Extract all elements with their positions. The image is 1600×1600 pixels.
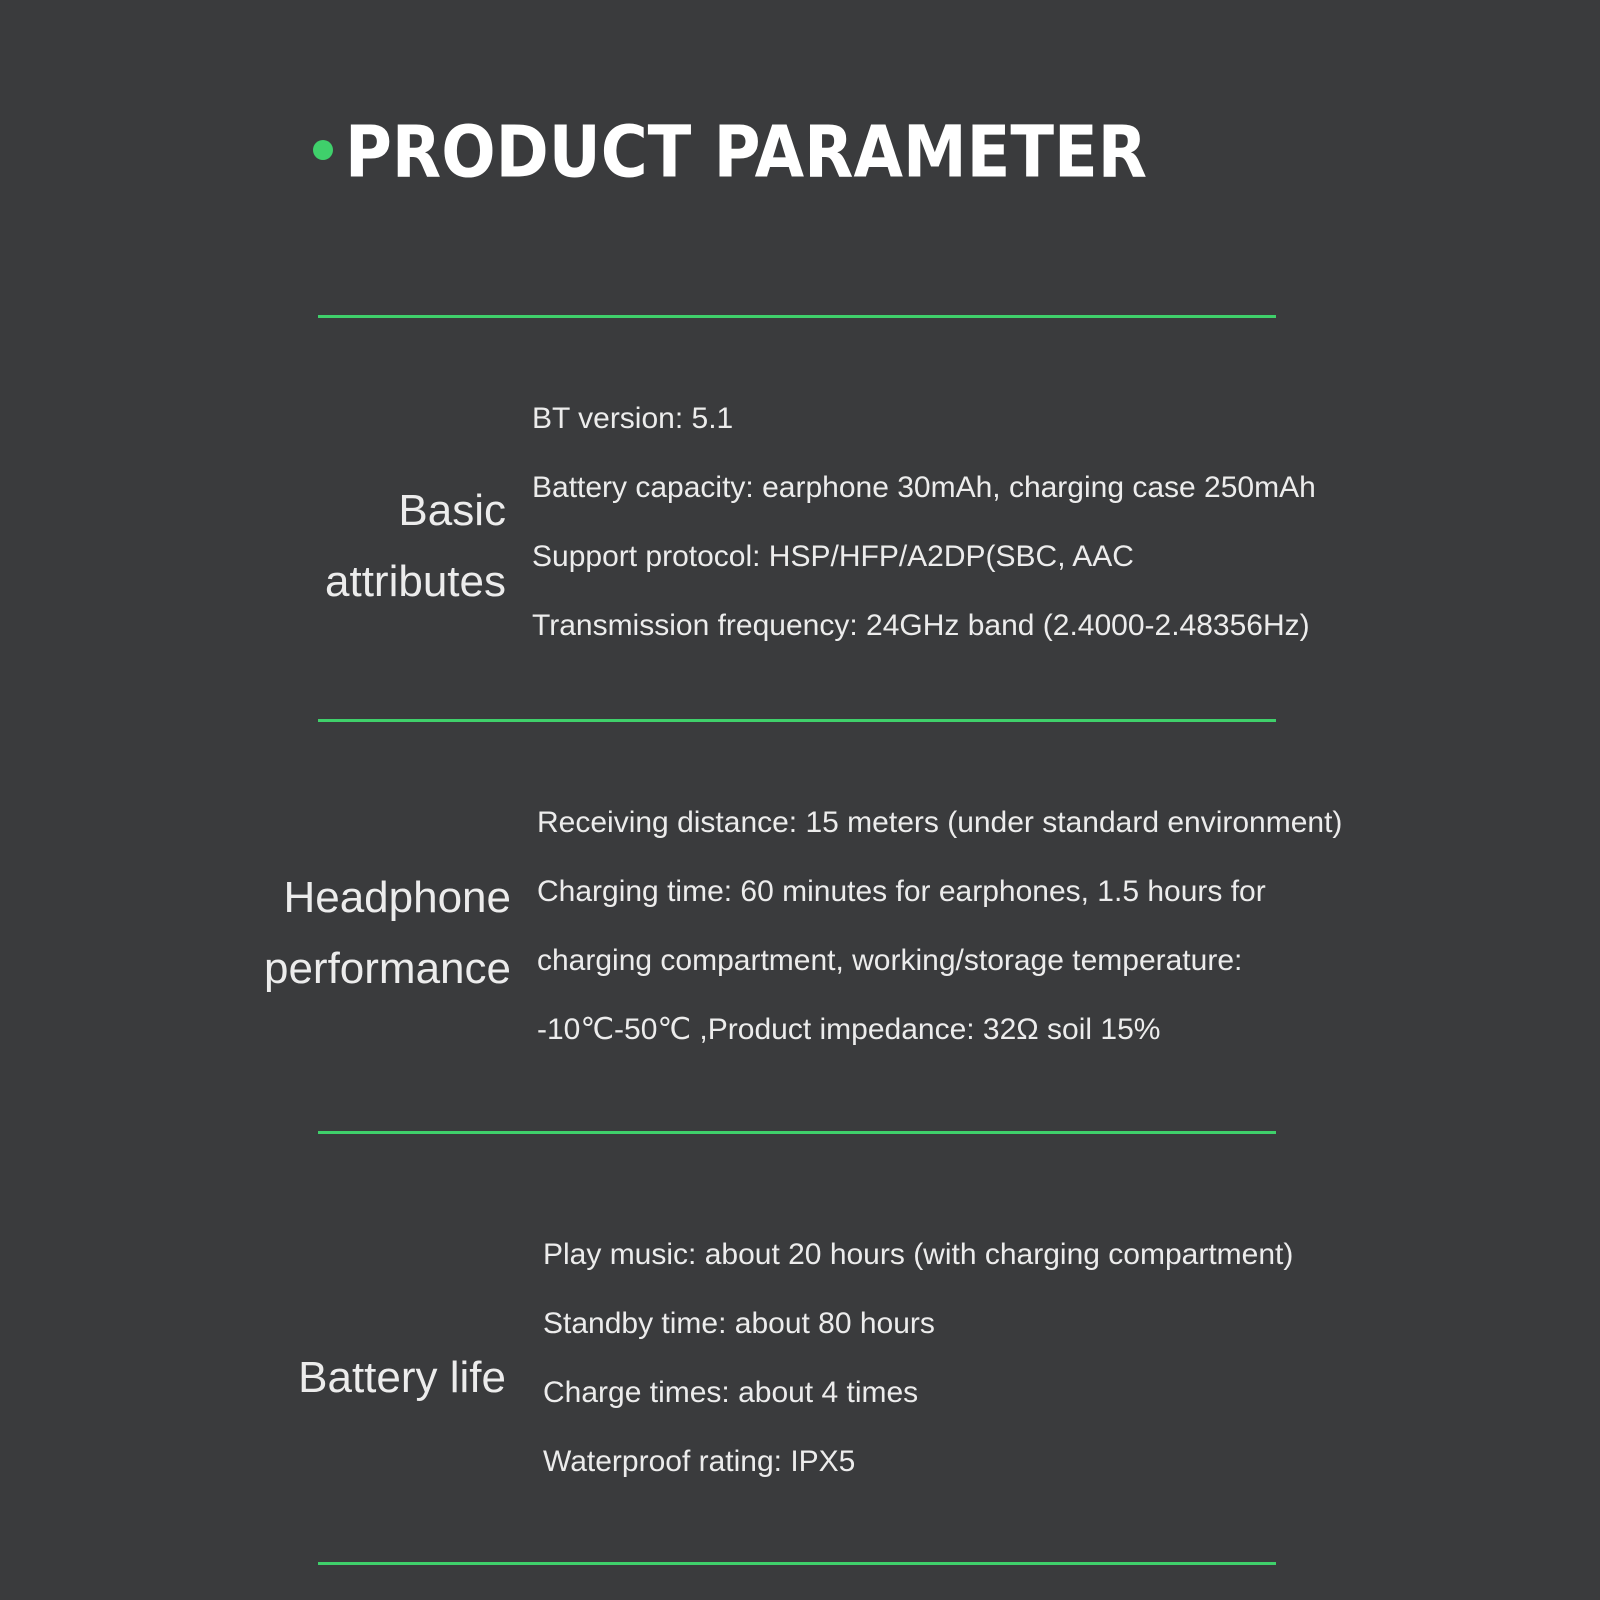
- section-label: [264, 862, 511, 1004]
- section-label-line-2: performance: [263, 944, 511, 993]
- attribute-line: Transmission frequency: 24GHz band (2.4000-2.48356Hz): [532, 609, 1310, 642]
- divider-2: [318, 1131, 1276, 1134]
- battery-line: Charge times: about 4 times: [543, 1376, 919, 1409]
- performance-line: Charging time: 60 minutes for earphones, 1.5 hours for: [537, 875, 1266, 908]
- section-label: [325, 475, 506, 617]
- section-label-line-1: Basic: [398, 486, 506, 535]
- divider-bottom: [318, 1562, 1276, 1565]
- battery-line: Standby time: about 80 hours: [543, 1307, 935, 1340]
- bullet-dot-icon: [313, 140, 333, 160]
- page-title: PRODUCT PARAMETER: [345, 111, 1148, 195]
- divider-1: [318, 719, 1276, 722]
- battery-line: Play music: about 20 hours (with charging compartment): [543, 1238, 1294, 1271]
- battery-line: Waterproof rating: IPX5: [543, 1445, 856, 1478]
- performance-line: charging compartment, working/storage temperature:: [537, 944, 1243, 977]
- attribute-line: BT version: 5.1: [532, 402, 734, 435]
- performance-line: Receiving distance: 15 meters (under standard environment): [537, 806, 1343, 839]
- section-label-line-2: attributes: [325, 557, 506, 606]
- title-row: [313, 108, 1147, 198]
- section-label-line-1: Battery life: [298, 1353, 506, 1402]
- attribute-line: Support protocol: HSP/HFP/A2DP(SBC, AAC: [532, 540, 1134, 573]
- performance-list: [537, 788, 1342, 1064]
- performance-line: -10℃-50℃ ,Product impedance: 32Ω soil 15%: [537, 1013, 1161, 1046]
- attribute-list: [532, 384, 1316, 660]
- attribute-line: Battery capacity: earphone 30mAh, charging case 250mAh: [532, 471, 1316, 504]
- section-label: [298, 1342, 506, 1413]
- section-label-line-1: Headphone: [283, 873, 511, 922]
- battery-list: [543, 1220, 1293, 1496]
- divider-top: [318, 315, 1276, 318]
